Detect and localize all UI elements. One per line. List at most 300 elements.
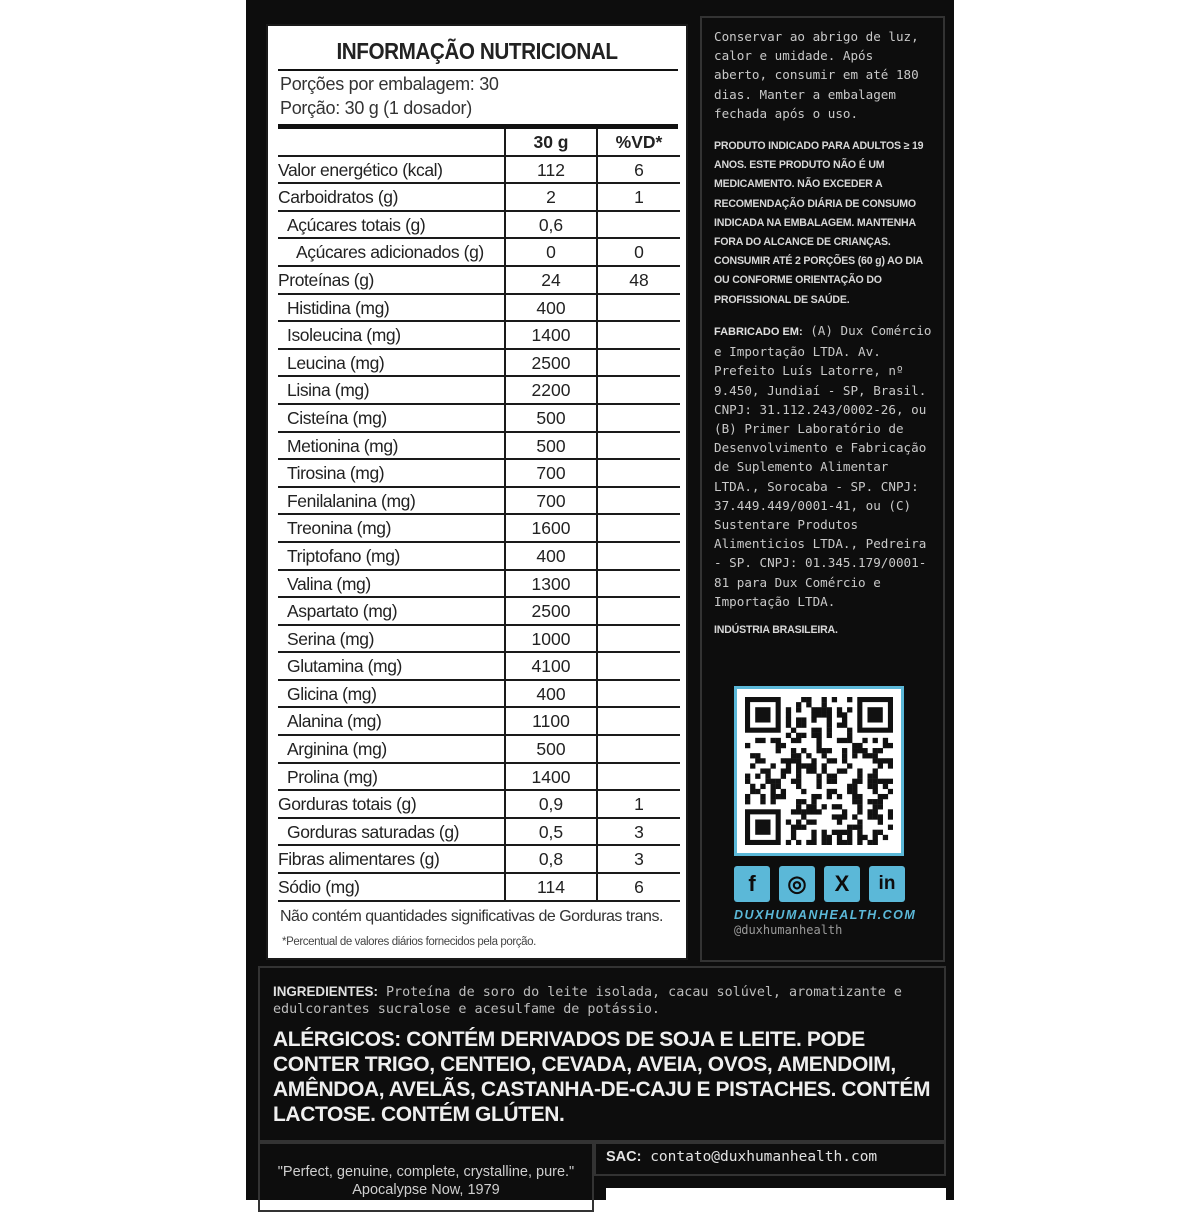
qr-module: [888, 814, 893, 819]
qr-module: [755, 707, 770, 722]
qr-module: [760, 768, 765, 773]
qr-module: [837, 768, 842, 773]
nutrient-daily-value: [598, 377, 680, 403]
qr-module: [796, 779, 801, 784]
trans-fat-footnote: Não contém quantidades significativas de Gorduras trans.: [280, 908, 663, 925]
qr-module: [801, 723, 806, 728]
qr-module: [842, 717, 847, 722]
nutrient-amount: 2: [506, 184, 598, 210]
ingredients-text: Proteína de soro do leite isolada, cacau solúvel, aromatizante e edulcorantes sucralose e acesulfame de potássio.: [273, 985, 902, 1017]
qr-module: [750, 789, 755, 794]
qr-module: [878, 758, 883, 763]
nutrient-amount: 500: [506, 736, 598, 762]
qr-module: [832, 779, 837, 784]
qr-module: [857, 774, 862, 779]
qr-module: [827, 758, 832, 763]
nutrient-daily-value: [598, 295, 680, 321]
qr-module: [842, 723, 847, 728]
qr-module: [755, 819, 770, 834]
qr-module: [873, 758, 878, 763]
nutrient-name: Valina (mg): [278, 571, 506, 597]
nutrient-daily-value: 0: [634, 242, 644, 263]
table-row: [278, 681, 680, 709]
table-row: [278, 460, 680, 488]
qr-module: [811, 799, 816, 804]
nutrient-amount: 2500: [506, 350, 598, 376]
qr-module: [883, 835, 888, 840]
qr-module: [791, 758, 796, 763]
nutrient-amount: 1100: [506, 708, 598, 734]
qr-module: [781, 774, 786, 779]
qr-module: [822, 835, 827, 840]
qr-module: [857, 794, 862, 799]
nutrient-name: Valor energético (kcal): [278, 157, 506, 183]
qr-module: [796, 738, 801, 743]
table-row: [278, 626, 680, 654]
nutrient-amount: 1400: [506, 764, 598, 790]
qr-module: [878, 830, 883, 835]
nutrient-daily-value: 1: [634, 794, 644, 815]
nutrient-amount: 400: [506, 543, 598, 569]
table-row: [278, 708, 680, 736]
qr-module: [796, 774, 801, 779]
instagram-icon[interactable]: ◎: [779, 866, 815, 902]
qr-module: [873, 774, 878, 779]
lot-strip: [606, 1188, 946, 1208]
table-row: [278, 653, 680, 681]
nutrient-name: Metionina (mg): [278, 433, 506, 459]
nutrient-daily-value: 3: [634, 821, 644, 842]
nutrient-name: Gorduras totais (g): [278, 791, 506, 817]
table-row: [278, 322, 680, 350]
qr-module: [776, 794, 781, 799]
qr-module: [816, 712, 821, 717]
qr-module: [811, 712, 816, 717]
qr-module: [827, 774, 832, 779]
qr-module: [796, 717, 801, 722]
qr-module: [776, 743, 781, 748]
nutrient-name: Açúcares adicionados (g): [278, 239, 506, 265]
table-row: [278, 157, 680, 185]
qr-module: [801, 763, 806, 768]
linkedin-icon[interactable]: in: [869, 866, 905, 902]
qr-module: [816, 728, 821, 733]
qr-module: [811, 768, 816, 773]
facebook-icon[interactable]: f: [734, 866, 770, 902]
nutrient-name: Triptofano (mg): [278, 543, 506, 569]
qr-module: [827, 794, 832, 799]
qr-module: [873, 748, 878, 753]
qr-module: [827, 733, 832, 738]
qr-module: [781, 758, 786, 763]
qr-module: [796, 804, 801, 809]
qr-module: [755, 774, 760, 779]
industry-label: INDÚSTRIA BRASILEIRA.: [714, 624, 838, 636]
header-nutrient-cell: [278, 129, 506, 155]
qr-module: [811, 717, 816, 722]
website-link[interactable]: DUXHUMANHEALTH.COM: [734, 908, 917, 922]
qr-module: [771, 794, 776, 799]
allergens-warning: ALÉRGICOS: CONTÉM DERIVADOS DE SOJA E LEITE. PODE CONTER TRIGO, CENTEIO, CEVADA, AVEIA, OVOS, AMENDOIM, AMÊNDOA, AVELÃS, CASTANHA-DE-CAJU E PISTACHES. CONTÉM LACTOSE. CONTÉM GLÚTEN.: [273, 1028, 931, 1126]
qr-module: [822, 753, 827, 758]
qr-module: [816, 784, 821, 789]
qr-module: [822, 830, 827, 835]
qr-module: [852, 784, 857, 789]
qr-module: [822, 707, 827, 712]
qr-module: [883, 779, 888, 784]
usage-warning: PRODUTO INDICADO PARA ADULTOS ≥ 19 ANOS. ESTE PRODUTO NÃO É UM MEDICAMENTO. NÃO EXCEDER A RECOMENDAÇÃO DIÁRIA DE CONSUMO INDICADA NA EMBALAGEM. MANTENHA FORA DO ALCANCE DE CRIANÇAS. CONSUMIR ATÉ 2 PORÇÕES (60 g) AO DIA OU CONFORME ORIENTAÇÃO DO PROFISSIONAL DE SAÚDE.: [714, 140, 924, 306]
qr-module: [842, 753, 847, 758]
qr-module: [827, 723, 832, 728]
qr-module: [852, 814, 857, 819]
qr-module: [776, 738, 781, 743]
qr-module: [862, 738, 867, 743]
table-row: [278, 433, 680, 461]
sac-email[interactable]: contato@duxhumanhealth.com: [650, 1149, 878, 1165]
nutrient-amount: 400: [506, 681, 598, 707]
nutrient-daily-value: [598, 515, 680, 541]
qr-module: [878, 799, 883, 804]
nutrient-amount: 0,9: [506, 791, 598, 817]
qr-module: [786, 840, 791, 845]
qr-module: [837, 707, 842, 712]
qr-module: [755, 738, 760, 743]
nutrient-amount: 2200: [506, 377, 598, 403]
qr-module: [822, 748, 827, 753]
qr-module: [837, 840, 842, 845]
qr-module: [867, 707, 882, 722]
nutrient-amount: 0,6: [506, 212, 598, 238]
qr-module: [878, 794, 883, 799]
nutrient-name: Gorduras saturadas (g): [278, 819, 506, 845]
qr-module: [745, 774, 750, 779]
nutrient-daily-value: [598, 598, 680, 624]
qr-module: [873, 840, 878, 845]
qr-module: [760, 794, 765, 799]
table-row: [278, 350, 680, 378]
qr-module: [811, 819, 816, 824]
nutrient-name: Cisteína (mg): [278, 405, 506, 431]
qr-module: [867, 784, 872, 789]
qr-module: [847, 825, 852, 830]
qr-module: [796, 707, 801, 712]
qr-module: [760, 758, 765, 763]
qr-module: [811, 830, 816, 835]
qr-module: [816, 733, 821, 738]
nutrient-table: [278, 129, 680, 902]
nutrient-name: Alanina (mg): [278, 708, 506, 734]
nutrient-daily-value: [598, 626, 680, 652]
qr-module: [832, 774, 837, 779]
storage-instructions: Conservar ao abrigo de luz, calor e umidade. Após aberto, consumir em até 180 dias. Manter a embalagem fechada após o uso.: [714, 29, 919, 121]
qr-module: [796, 768, 801, 773]
qr-module: [847, 840, 852, 845]
qr-module: [867, 774, 872, 779]
qr-code[interactable]: [734, 686, 904, 856]
qr-module: [852, 825, 857, 830]
nutrient-amount: 0,5: [506, 819, 598, 845]
sac-contact: [606, 1149, 877, 1165]
qr-module: [745, 743, 750, 748]
qr-module: [811, 809, 816, 814]
qr-module: [847, 707, 852, 712]
qr-module: [745, 794, 750, 799]
qr-module: [765, 768, 770, 773]
sac-label: SAC:: [606, 1149, 642, 1165]
qr-module: [878, 779, 883, 784]
table-row: [278, 377, 680, 405]
qr-module: [801, 697, 806, 702]
serving-size: Porção: 30 g (1 dosador): [280, 98, 472, 118]
qr-module: [852, 748, 857, 753]
qr-module: [816, 743, 821, 748]
qr-module: [811, 733, 816, 738]
nutrient-daily-value: [598, 571, 680, 597]
nutrient-amount: 500: [506, 405, 598, 431]
table-row: [278, 846, 680, 874]
qr-module: [786, 733, 791, 738]
qr-module: [750, 753, 755, 758]
qr-module: [791, 830, 796, 835]
qr-module: [847, 763, 852, 768]
qr-module: [801, 799, 806, 804]
qr-module: [811, 707, 816, 712]
qr-module: [816, 794, 821, 799]
qr-module: [857, 804, 862, 809]
qr-module: [771, 799, 776, 804]
qr-module: [888, 789, 893, 794]
qr-module: [822, 768, 827, 773]
nutrient-amount: 0: [506, 239, 598, 265]
qr-module: [837, 794, 842, 799]
qr-module: [873, 804, 878, 809]
qr-module: [888, 763, 893, 768]
nutrient-amount: 0,8: [506, 846, 598, 872]
qr-module: [811, 763, 816, 768]
nutrient-daily-value: 48: [629, 269, 649, 290]
qr-module: [862, 753, 867, 758]
nutrient-daily-value: [598, 708, 680, 734]
table-row: [278, 764, 680, 792]
qr-module: [883, 738, 888, 743]
nutrient-daily-value: [598, 405, 680, 431]
qr-module: [796, 784, 801, 789]
qr-module: [837, 804, 842, 809]
nutrient-daily-value: [598, 736, 680, 762]
qr-module: [837, 814, 842, 819]
qr-module: [811, 840, 816, 845]
ingredients-label: INGREDIENTES:: [273, 984, 378, 999]
qr-module: [745, 779, 750, 784]
qr-module: [827, 789, 832, 794]
qr-module: [878, 819, 883, 824]
qr-module: [801, 717, 806, 722]
qr-module: [801, 814, 806, 819]
qr-module: [847, 784, 852, 789]
qr-module: [760, 738, 765, 743]
nutrient-amount: 400: [506, 295, 598, 321]
qr-code-pattern: [745, 697, 893, 845]
qr-module: [771, 738, 776, 743]
qr-module: [888, 779, 893, 784]
qr-module: [765, 779, 770, 784]
table-row: [278, 239, 680, 267]
nutrient-amount: 1600: [506, 515, 598, 541]
qr-module: [852, 779, 857, 784]
table-row: [278, 267, 680, 295]
qr-module: [888, 743, 893, 748]
nutrient-daily-value: 6: [634, 159, 644, 180]
qr-module: [816, 738, 821, 743]
social-handle: @duxhumanhealth: [734, 923, 843, 937]
nutrient-name: Sódio (mg): [278, 874, 506, 900]
qr-module: [750, 763, 755, 768]
qr-module: [760, 784, 765, 789]
qr-module: [842, 738, 847, 743]
qr-module: [842, 758, 847, 763]
qr-module: [827, 779, 832, 784]
nutrient-name: Carboidratos (g): [278, 184, 506, 210]
nutrient-daily-value: [598, 433, 680, 459]
qr-module: [755, 758, 760, 763]
qr-module: [791, 748, 796, 753]
qr-module: [796, 733, 801, 738]
qr-module: [878, 763, 883, 768]
nutrient-name: Glutamina (mg): [278, 653, 506, 679]
qr-module: [827, 748, 832, 753]
qr-module: [796, 819, 801, 824]
qr-module: [811, 794, 816, 799]
nutrient-amount: 114: [506, 874, 598, 900]
qr-module: [796, 799, 801, 804]
qr-module: [842, 768, 847, 773]
table-row: [278, 571, 680, 599]
qr-module: [867, 753, 872, 758]
qr-module: [776, 748, 781, 753]
qr-module: [745, 799, 750, 804]
qr-module: [847, 738, 852, 743]
qr-module: [857, 799, 862, 804]
qr-module: [878, 814, 883, 819]
nutrient-daily-value: [598, 322, 680, 348]
qr-module: [857, 809, 862, 814]
nutrient-name: Fibras alimentares (g): [278, 846, 506, 872]
qr-module: [857, 840, 862, 845]
daily-value-footnote: *Percentual de valores diários fornecidos pela porção.: [282, 936, 536, 948]
qr-module: [883, 784, 888, 789]
qr-module: [873, 835, 878, 840]
qr-module: [786, 712, 791, 717]
nutrient-amount: 1000: [506, 626, 598, 652]
qr-module: [837, 712, 842, 717]
qr-module: [771, 789, 776, 794]
table-row: [278, 874, 680, 902]
qr-module: [816, 809, 821, 814]
nutrient-amount: 1400: [506, 322, 598, 348]
nutrient-name: Prolina (mg): [278, 764, 506, 790]
qr-module: [832, 814, 837, 819]
qr-module: [873, 809, 878, 814]
qr-module: [842, 814, 847, 819]
table-row: [278, 543, 680, 571]
table-header-row: [278, 129, 680, 157]
qr-module: [801, 748, 806, 753]
qr-module: [755, 753, 760, 758]
qr-module: [878, 748, 883, 753]
table-row: [278, 295, 680, 323]
qr-module: [852, 789, 857, 794]
qr-module: [873, 738, 878, 743]
qr-module: [852, 743, 857, 748]
nutrient-name: Fenilalanina (mg): [278, 488, 506, 514]
qr-module: [847, 830, 852, 835]
qr-module: [873, 789, 878, 794]
qr-module: [806, 697, 811, 702]
qr-module: [832, 697, 837, 702]
qr-module: [837, 738, 842, 743]
qr-module: [791, 835, 796, 840]
qr-module: [857, 819, 862, 824]
qr-module: [873, 779, 878, 784]
qr-module: [883, 794, 888, 799]
qr-module: [873, 768, 878, 773]
qr-module: [847, 733, 852, 738]
qr-module: [816, 707, 821, 712]
nutrient-amount: 1300: [506, 571, 598, 597]
nutrient-daily-value: [598, 460, 680, 486]
qr-module: [832, 830, 837, 835]
nutrient-name: Glicina (mg): [278, 681, 506, 707]
qr-module: [827, 728, 832, 733]
qr-module: [781, 789, 786, 794]
nutrient-name: Isoleucina (mg): [278, 322, 506, 348]
qr-module: [791, 728, 796, 733]
qr-module: [771, 763, 776, 768]
qr-module: [796, 840, 801, 845]
nutrient-amount: 700: [506, 488, 598, 514]
qr-module: [796, 809, 801, 814]
qr-module: [816, 774, 821, 779]
qr-module: [822, 763, 827, 768]
qr-module: [755, 789, 760, 794]
nutrient-daily-value: [598, 212, 680, 238]
nutrient-daily-value: [598, 543, 680, 569]
qr-module: [796, 763, 801, 768]
qr-module: [771, 779, 776, 784]
qr-module: [867, 840, 872, 845]
qr-module: [796, 825, 801, 830]
qr-module: [857, 768, 862, 773]
qr-module: [806, 809, 811, 814]
ingredients: [273, 983, 933, 1018]
qr-module: [801, 809, 806, 814]
nutrient-daily-value: [598, 488, 680, 514]
qr-module: [842, 830, 847, 835]
qr-module: [811, 728, 816, 733]
qr-module: [816, 779, 821, 784]
qr-module: [827, 840, 832, 845]
nutrient-name: Aspartato (mg): [278, 598, 506, 624]
qr-module: [806, 702, 811, 707]
qr-module: [883, 743, 888, 748]
qr-module: [760, 799, 765, 804]
qr-module: [791, 753, 796, 758]
qr-module: [832, 758, 837, 763]
qr-module: [786, 768, 791, 773]
qr-module: [837, 830, 842, 835]
x-icon[interactable]: X: [824, 866, 860, 902]
qr-module: [806, 840, 811, 845]
